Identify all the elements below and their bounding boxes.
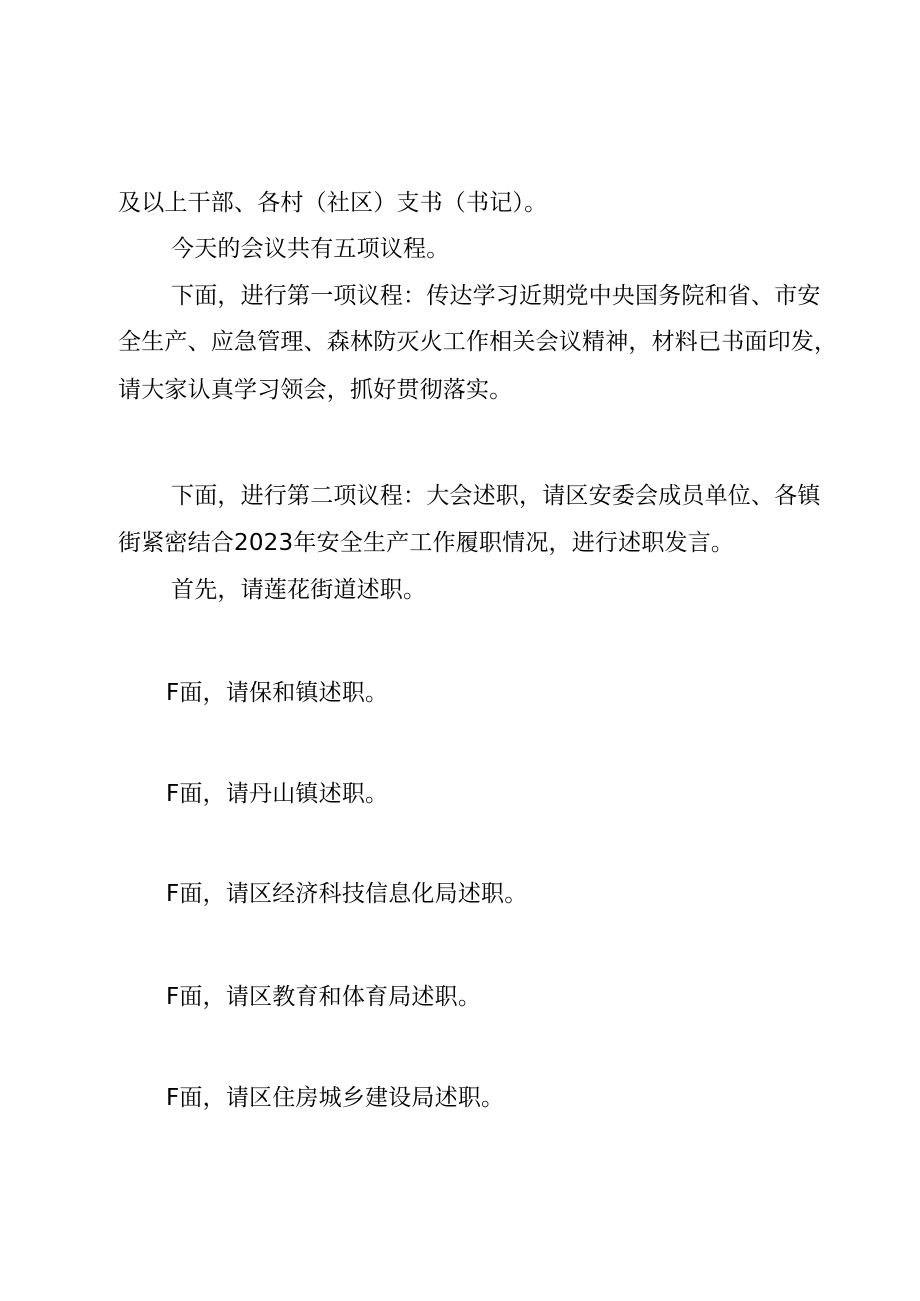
paragraph-line: 今天的会议共有五项议程。	[171, 236, 450, 262]
paragraph-line: 下面，进行第二项议程：大会述职，请区安委会成员单位、各镇	[171, 483, 821, 509]
paragraph-line: 下面，进行第一项议程：传达学习近期党中央国务院和省、市安	[171, 283, 821, 309]
paragraph-line: F面，请丹山镇述职。	[166, 781, 389, 807]
paragraph-line: 首先，请莲花街道述职。	[171, 577, 427, 603]
paragraph-line: F面，请保和镇述职。	[166, 680, 389, 706]
paragraph-line: 请大家认真学习领会，抓好贯彻落实。	[118, 377, 513, 403]
paragraph-line: F面，请区经济科技信息化局述职。	[166, 881, 528, 907]
paragraph-line: 街紧密结合2023年安全生产工作履职情况，进行述职发言。	[118, 530, 735, 556]
paragraph-line: F面，请区住房城乡建设局述职。	[166, 1085, 505, 1111]
paragraph-line: 全生产、应急管理、森林防灭火工作相关会议精神，材料已书面印发，	[118, 329, 838, 355]
paragraph-line: F面，请区教育和体育局述职。	[166, 984, 482, 1010]
paragraph-line: 及以上干部、各村（社区）支书（书记）。	[118, 190, 548, 216]
